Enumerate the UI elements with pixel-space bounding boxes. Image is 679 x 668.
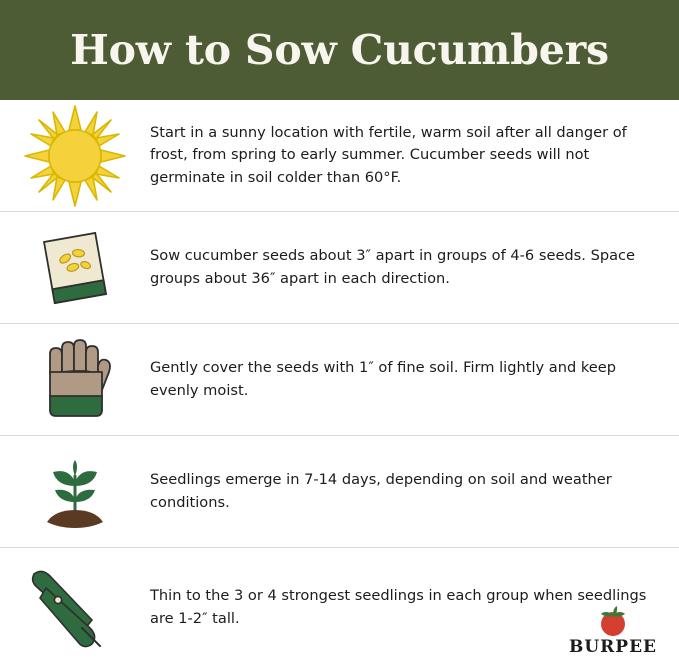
step-icon-container	[0, 558, 150, 658]
seed-packet-icon	[23, 223, 127, 313]
step-icon-container	[0, 446, 150, 538]
step-description: Gently cover the seeds with 1″ of fine soil. Firm lightly and keep evenly moist.	[150, 358, 617, 399]
sun-icon	[23, 104, 127, 208]
steps-list	[0, 100, 679, 668]
list-item	[0, 324, 679, 436]
page-title: How to Sow Cucumbers	[70, 25, 609, 74]
pruning-shears-icon	[20, 558, 130, 658]
step-description: Seedlings emerge in 7-14 days, depending on soil and weather conditions.	[150, 470, 612, 511]
step-icon-container	[0, 223, 150, 313]
header-banner	[0, 0, 679, 100]
list-item	[0, 436, 679, 548]
list-item	[0, 100, 679, 212]
step-description: Thin to the 3 or 4 strongest seedlings in each group when seedlings are 1-2″ tall.	[150, 587, 647, 627]
step-description: Start in a sunny location with fertile, warm soil after all danger of frost, from spring to early summer. Cucumber seeds will not germinate in soil colder than 60°F.	[150, 123, 627, 186]
brand-wordmark: BURPEE	[568, 637, 658, 657]
tomato-flower-icon	[591, 606, 635, 640]
list-item	[0, 212, 679, 324]
step-icon-container	[0, 104, 150, 208]
brand-logo	[565, 606, 661, 658]
garden-glove-icon	[30, 334, 120, 426]
step-description: Sow cucumber seeds about 3″ apart in groups of 4-6 seeds. Space groups about 36″ apart in each direction.	[150, 246, 636, 287]
seedling-sprout-icon	[25, 446, 125, 538]
step-icon-container	[0, 334, 150, 426]
